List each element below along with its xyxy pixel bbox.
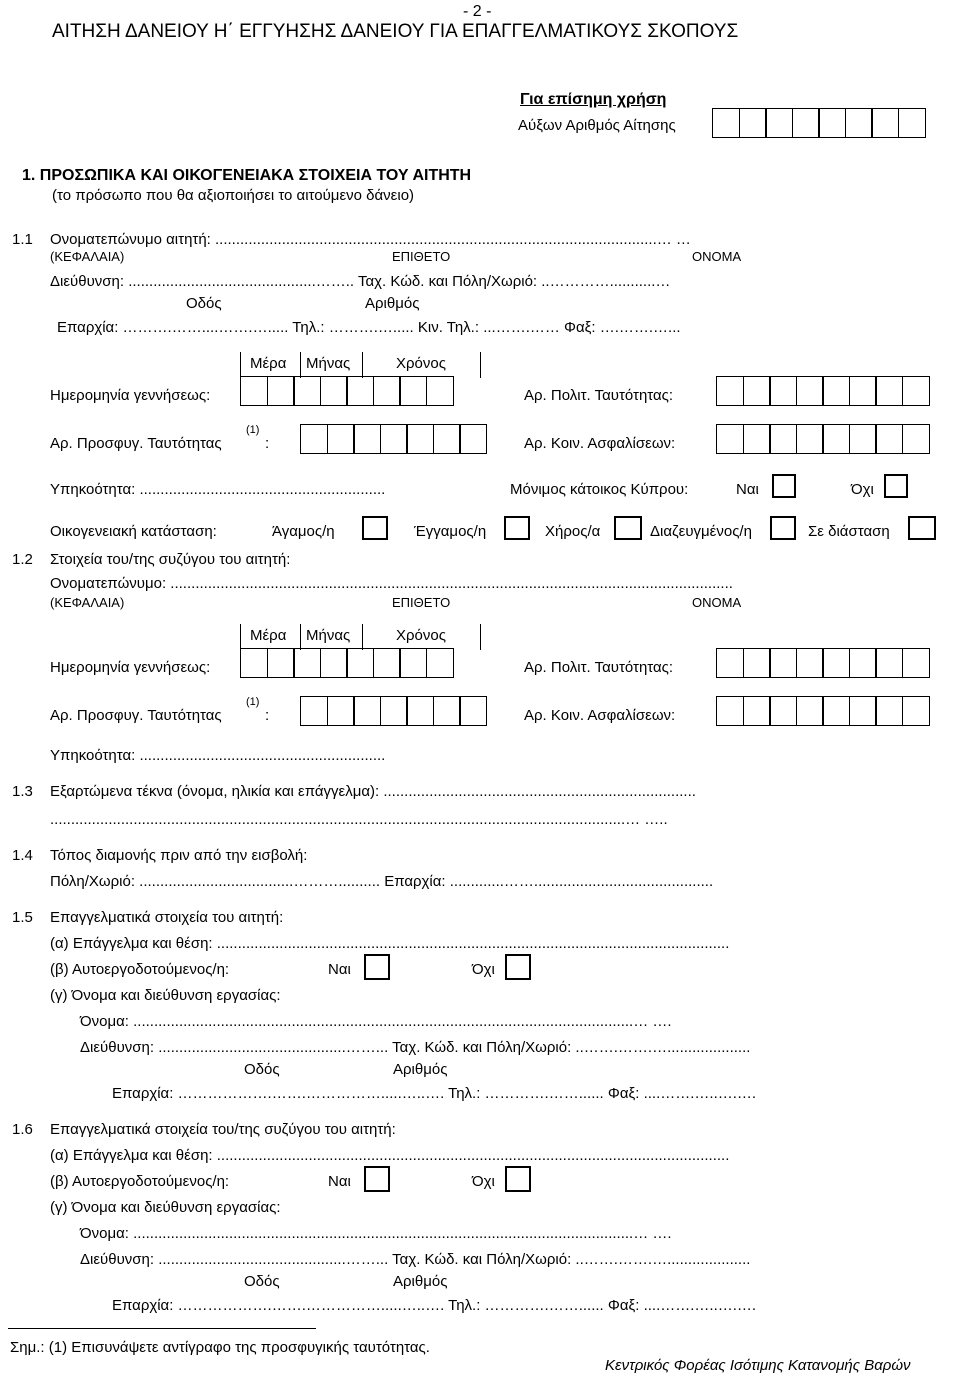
pre-invasion-heading: Τόπος διαμονής πριν από την εισβολή: [50, 847, 308, 864]
spouse-refugee-id-boxes[interactable] [300, 696, 486, 726]
marital-label: Οικογενειακή κατάσταση: [50, 523, 217, 540]
single-label: Άγαμος/η [272, 523, 335, 540]
self-employed-yes-checkbox[interactable] [364, 954, 390, 980]
spouse-workplace-name-line[interactable]: Όνομα: ........................................................................................................................… …. [80, 1225, 672, 1242]
section-number: 1.6 [12, 1121, 33, 1138]
widowed-label: Χήρος/α [545, 523, 601, 540]
section-number: 1.5 [12, 909, 33, 926]
district-phone-line[interactable]: Επαρχία: ……….……....…….…..... Τηλ.: ……….…..... Κιν. Τηλ.: ...…….…… Φαξ: ….…….…... [57, 319, 681, 336]
section1-heading: 1. ΠΡΟΣΩΠΙΚΑ ΚΑΙ ΟΙΚΟΓΕΝΕΙΑΚΑ ΣΤΟΙΧΕΙΑ ΤΟΥ ΑΙΤΗΤΗ [22, 167, 472, 184]
spouse-dob-label: Ημερομηνία γεννήσεως: [50, 659, 211, 676]
dob-year-header: Χρόνος [396, 627, 446, 644]
separated-label: Σε διάσταση [808, 523, 890, 540]
id-card-label: Αρ. Πολιτ. Ταυτότητας: [524, 387, 674, 404]
spouse-workplace-address-line[interactable]: Διεύθυνση: .............................................……... Ταχ. Κώδ. και Πόλη/Χωριό: ..…….…….….................... [80, 1251, 751, 1268]
spouse-self-employed-yes-checkbox[interactable] [364, 1166, 390, 1192]
applicant-occupation-heading: Επαγγελματικά στοιχεία του αιτητή: [50, 909, 284, 926]
page-number: - 2 - [463, 3, 492, 20]
nationality-line[interactable]: Υπηκοότητα: ........................................................... [50, 481, 386, 498]
serial-number-boxes[interactable] [712, 108, 924, 138]
street-hint: Οδός [244, 1273, 280, 1290]
caps-hint: (ΚΕΦΑΛΑΙΑ) [50, 249, 125, 264]
spouse-name-line[interactable]: Ονοματεπώνυμο: ....................................................................................................................................... [50, 575, 733, 592]
refugee-footnote-mark: (1) [246, 424, 260, 436]
spouse-self-employed-yes-label: Ναι [328, 1173, 351, 1190]
surname-hint: ΕΠΙΘΕΤΟ [392, 249, 451, 264]
section-number: 1.4 [12, 847, 33, 864]
divorced-checkbox[interactable] [770, 516, 796, 540]
id-card-boxes[interactable] [716, 376, 928, 406]
number-hint: Αριθμός [393, 1273, 448, 1290]
address-line[interactable]: Διεύθυνση: .............................................…….. Ταχ. Κώδ. και Πόλη/Χωριό: ..…………...........… [50, 273, 671, 290]
dob-boxes[interactable] [240, 376, 452, 406]
refugee-id-label: Αρ. Προσφυγ. Ταυτότητας [50, 435, 222, 452]
refugee-colon: : [265, 707, 270, 724]
separated-checkbox[interactable] [908, 516, 936, 540]
spouse-occupation-line[interactable]: (α) Επάγγελμα και θέση: ........................................................................................................................... [50, 1147, 730, 1164]
pre-invasion-line[interactable]: Πόλη/Χωριό: .....................................……….......... Επαρχία: .............……........................................... [50, 873, 714, 890]
street-hint: Οδός [186, 295, 222, 312]
married-label: Έγγαμος/η [414, 523, 487, 540]
applicant-name-line[interactable]: Ονοματεπώνυμο αιτητή: ..........................................................................................................… … [50, 231, 691, 248]
section-number: 1.1 [12, 231, 33, 248]
section-number: 1.3 [12, 783, 33, 800]
children-line[interactable]: Εξαρτώμενα τέκνα (όνομα, ηλικία και επάγγελμα): ........................................................................... [50, 783, 696, 800]
married-checkbox[interactable] [504, 516, 530, 540]
resident-no-label: Όχι [851, 481, 874, 498]
spouse-self-employed-label: (β) Αυτοεργοδοτούμενος/η: [50, 1173, 230, 1190]
spouse-workplace-district-line[interactable]: Επαρχία: ……………….…….…………….....…..…. Τηλ.: ………….……...... Φαξ: ....…….…..….…. [112, 1297, 757, 1314]
page-title: ΑΙΤΗΣΗ ΔΑΝΕΙΟΥ Η΄ ΕΓΓΥΗΣΗΣ ΔΑΝΕΙΟΥ ΓΙΑ ΕΠΑΓΓΕΛΜΑΤΙΚΟΥΣ ΣΚΟΠΟΥΣ [52, 21, 739, 42]
dob-year-header: Χρόνος [396, 355, 446, 372]
dob-month-header: Μήνας [306, 627, 351, 644]
section1-subheading: (το πρόσωπο που θα αξιοποιήσει το αιτούμενο δάνειο) [52, 187, 415, 204]
serial-number-label: Αύξων Αριθμός Αίτησης [518, 117, 676, 134]
spouse-self-employed-no-label: Όχι [472, 1173, 495, 1190]
footnote-divider [8, 1328, 316, 1329]
firstname-hint: ΟΝΟΜΑ [692, 595, 742, 610]
official-use-heading: Για επίσημη χρήση [520, 91, 667, 108]
workplace-address-line[interactable]: Διεύθυνση: .............................................……... Ταχ. Κώδ. και Πόλη/Χωριό: ..…….…….….................... [80, 1039, 751, 1056]
workplace-district-line[interactable]: Επαρχία: ……………….…….…………….....…..…. Τηλ.: ………….……...... Φαξ: ....…….…..….…. [112, 1085, 757, 1102]
self-employed-yes-label: Ναι [328, 961, 351, 978]
spouse-heading: Στοιχεία του/της συζύγου του αιτητή: [50, 551, 291, 568]
footnote: Σημ.: (1) Επισυνάψετε αντίγραφο της προσφυγικής ταυτότητας. [10, 1339, 430, 1356]
children-continuation[interactable]: ..........................................................................................................................................… ….. [50, 811, 668, 828]
dob-month-header: Μήνας [306, 355, 351, 372]
spouse-id-card-boxes[interactable] [716, 648, 928, 678]
footer-organization: Κεντρικός Φορέας Ισότιμης Κατανομής Βαρών [605, 1357, 911, 1374]
section-number: 1.2 [12, 551, 33, 568]
resident-yes-checkbox[interactable] [772, 474, 796, 498]
caps-hint: (ΚΕΦΑΛΑΙΑ) [50, 595, 125, 610]
spouse-workplace-heading: (γ) Όνομα και διεύθυνση εργασίας: [50, 1199, 281, 1216]
resident-yes-label: Ναι [736, 481, 759, 498]
refugee-footnote-mark: (1) [246, 696, 260, 708]
dob-label: Ημερομηνία γεννήσεως: [50, 387, 211, 404]
self-employed-label: (β) Αυτοεργοδοτούμενος/η: [50, 961, 230, 978]
number-hint: Αριθμός [365, 295, 420, 312]
social-insurance-label: Αρ. Κοιν. Ασφαλίσεων: [524, 435, 676, 452]
spouse-self-employed-no-checkbox[interactable] [505, 1166, 531, 1192]
spouse-dob-boxes[interactable] [240, 648, 452, 678]
resident-label: Μόνιμος κάτοικος Κύπρου: [510, 481, 689, 498]
surname-hint: ΕΠΙΘΕΤΟ [392, 595, 451, 610]
self-employed-no-label: Όχι [472, 961, 495, 978]
widowed-checkbox[interactable] [614, 516, 642, 540]
self-employed-no-checkbox[interactable] [505, 954, 531, 980]
spouse-nationality-line[interactable]: Υπηκοότητα: ........................................................... [50, 747, 386, 764]
occupation-line[interactable]: (α) Επάγγελμα και θέση: ........................................................................................................................... [50, 935, 730, 952]
firstname-hint: ΟΝΟΜΑ [692, 249, 742, 264]
resident-no-checkbox[interactable] [884, 474, 908, 498]
spouse-id-card-label: Αρ. Πολιτ. Ταυτότητας: [524, 659, 674, 676]
refugee-id-boxes[interactable] [300, 424, 486, 454]
spouse-social-insurance-label: Αρ. Κοιν. Ασφαλίσεων: [524, 707, 676, 724]
workplace-name-line[interactable]: Όνομα: ........................................................................................................................… …. [80, 1013, 672, 1030]
number-hint: Αριθμός [393, 1061, 448, 1078]
spouse-social-insurance-boxes[interactable] [716, 696, 928, 726]
spouse-occupation-heading: Επαγγελματικά στοιχεία του/της συζύγου του αιτητή: [50, 1121, 396, 1138]
refugee-colon: : [265, 435, 270, 452]
street-hint: Οδός [244, 1061, 280, 1078]
spouse-refugee-id-label: Αρ. Προσφυγ. Ταυτότητας [50, 707, 222, 724]
workplace-heading: (γ) Όνομα και διεύθυνση εργασίας: [50, 987, 281, 1004]
dob-day-header: Μέρα [250, 627, 287, 644]
social-insurance-boxes[interactable] [716, 424, 928, 454]
dob-day-header: Μέρα [250, 355, 287, 372]
single-checkbox[interactable] [362, 516, 388, 540]
divorced-label: Διαζευγμένος/η [650, 523, 752, 540]
